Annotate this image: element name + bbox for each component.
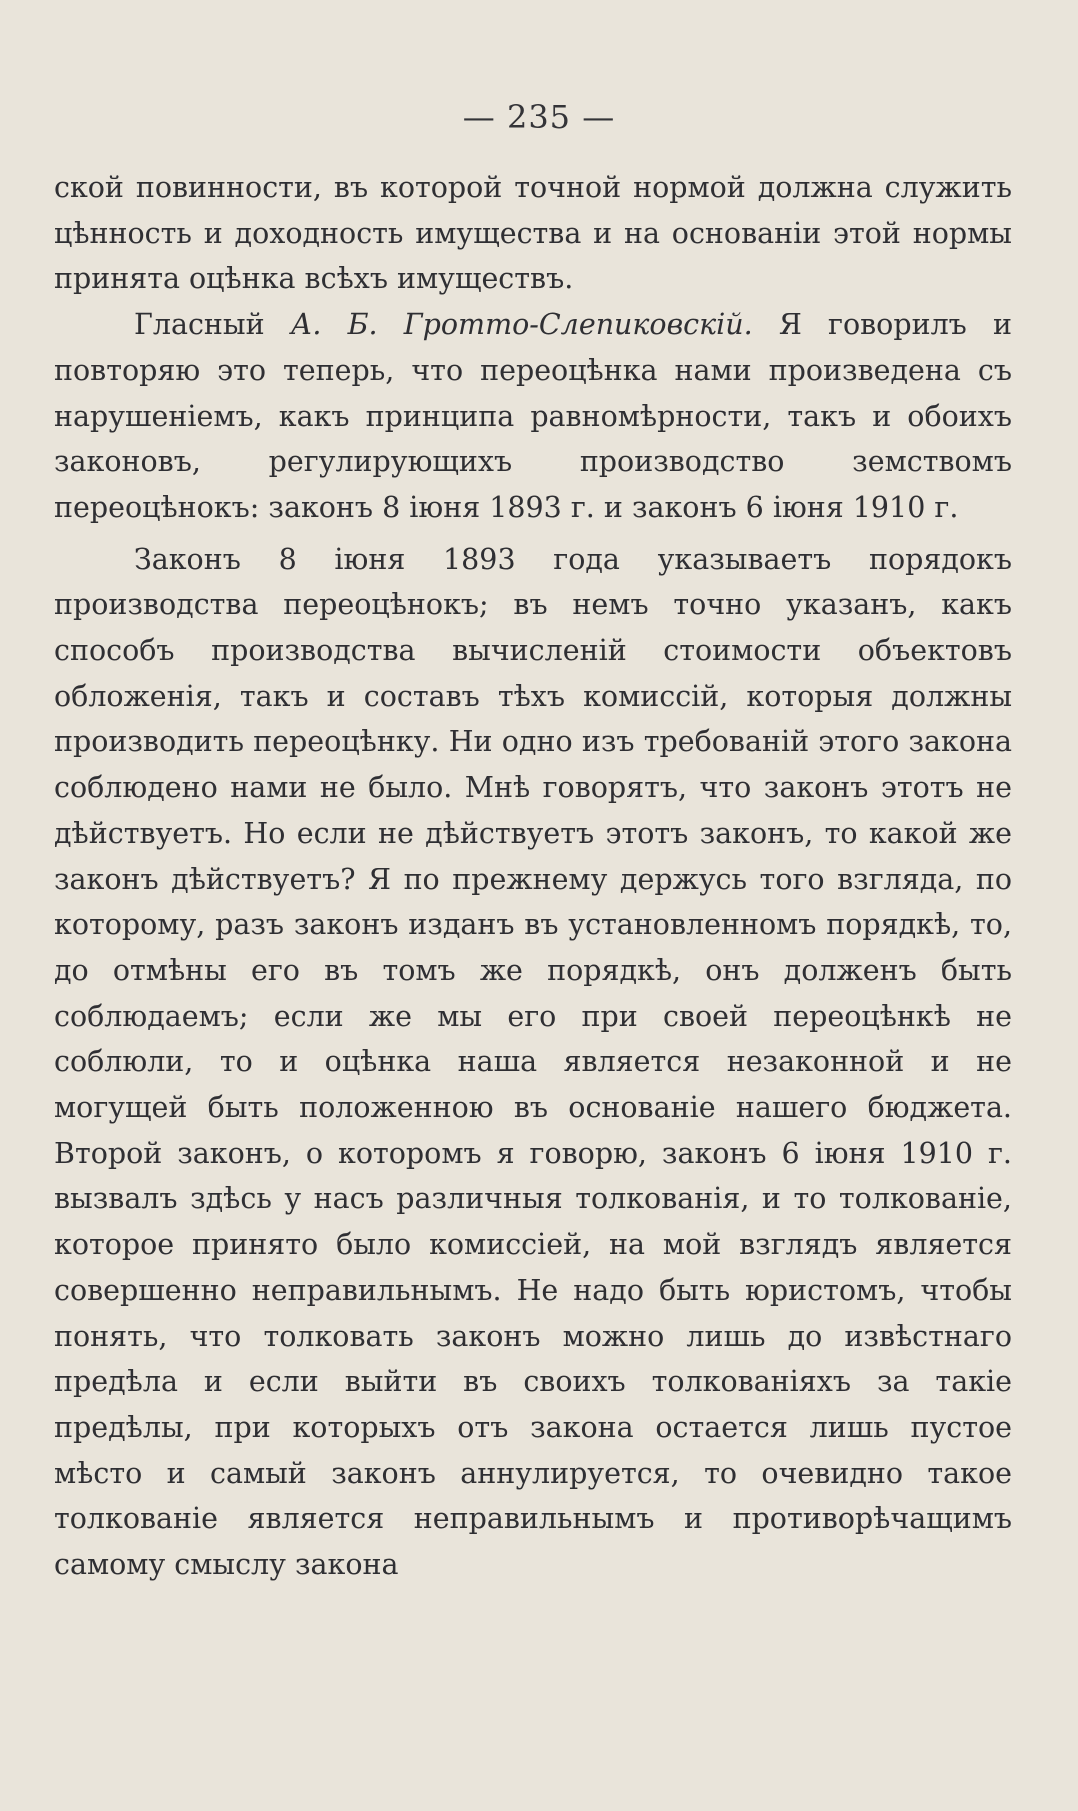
speech-text: Я говорилъ и повторяю это теперь, что переоцѣнка нами произведена съ нарушеніемъ, какъ принципа равномѣрности, такъ и обоихъ законовъ, регулирующихъ производство земствомъ переоцѣнокъ: законъ 8 іюня 1893 г. и законъ 6 іюня 1910 г.: [54, 308, 1012, 524]
speaker-lead: Гласный: [134, 308, 265, 342]
paragraph-law-discussion: Законъ 8 іюня 1893 года указываетъ порядокъ производства переоцѣнокъ; въ немъ точно указанъ, какъ способъ производства вычисленій стоимости объектовъ обложенія, такъ и составъ тѣхъ комиссій, которыя должны производить переоцѣнку. Ни одно изъ требованій этого закона соблюдено нами не было. Мнѣ говорятъ, что законъ этотъ не дѣйствуетъ. Но если не дѣйствуетъ этотъ законъ, то какой же законъ дѣйствуетъ? Я по прежнему держусь того взгляда, по которому, разъ законъ изданъ въ установленномъ порядкѣ, то, до отмѣны его въ томъ же порядкѣ, онъ долженъ быть соблюдаемъ; если же мы его при своей переоцѣнкѣ не соблюли, то и оцѣнка наша является незаконной и не могущей быть положенною въ основаніе нашего бюджета. Второй законъ, о которомъ я говорю, законъ 6 іюня 1910 г. вызвалъ здѣсь у насъ различныя толкованія, и то толкованіе, которое принято было комиссіей, на мой взглядъ является совершенно неправильнымъ. Не надо быть юристомъ, чтобы понять, что толковать законъ можно лишь до извѣстнаго предѣла и если выйти въ своихъ толкованіяхъ за такіе предѣлы, при которыхъ отъ закона остается лишь пустое мѣсто и самый законъ аннулируется, то очевидно такое толкованіе является неправильнымъ и противорѣчащимъ самому смыслу закона: [54, 542, 1012, 1582]
paragraph-continuation: ской повинности, въ которой точной нормой должна служить цѣнность и доходность имущества и на основаніи этой нормы принята оцѣнка всѣхъ имуществъ.: [54, 171, 1012, 296]
speaker-name: А. Б. Гротто-Слепиковскій.: [290, 308, 753, 342]
body-text: [54, 165, 1012, 1588]
paragraph-speech: [54, 302, 1012, 531]
page-number: — 235 —: [462, 98, 616, 136]
